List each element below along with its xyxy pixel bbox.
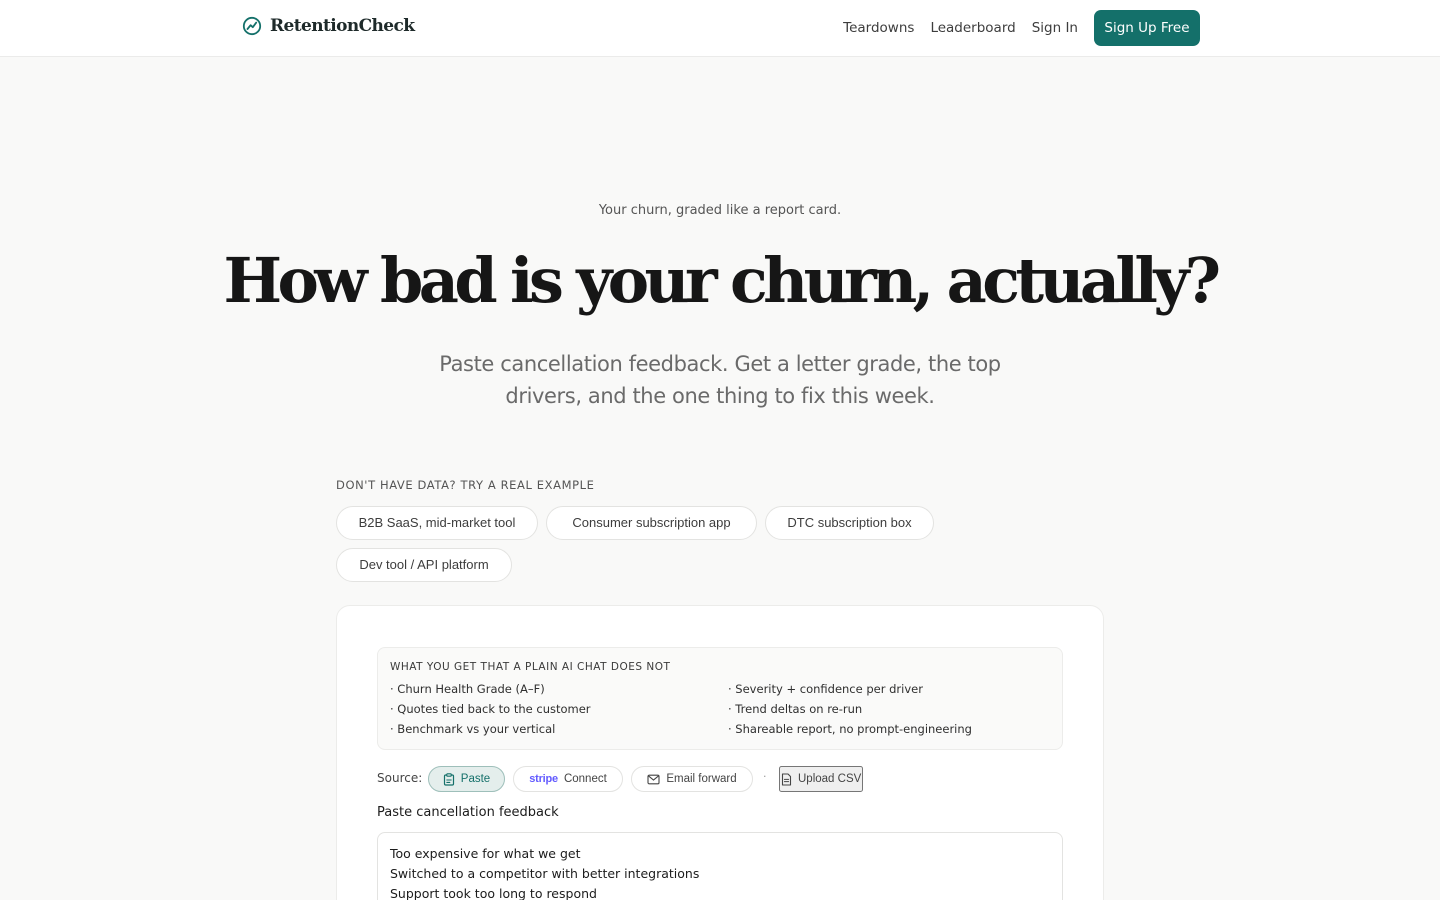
- source-email-label: Email forward: [666, 773, 737, 785]
- hero-title: How bad is your churn, actually?: [223, 244, 1217, 317]
- hero-eyebrow: Your churn, graded like a report card.: [598, 203, 842, 218]
- nav-link-teardowns[interactable]: Teardowns: [843, 20, 915, 36]
- clipboard-icon: [443, 773, 455, 786]
- benefit-item: · Severity + confidence per driver: [728, 682, 923, 696]
- hero-subtitle: Paste cancellation feedback. Get a letter grade, the top drivers, and the one thing to fix this week.: [439, 352, 1001, 408]
- trend-circle-icon: [242, 16, 262, 36]
- brand-name: RetentionCheck: [270, 16, 415, 36]
- feedback-line: Switched to a competitor with better integrations: [390, 866, 700, 881]
- source-upload-label: Upload CSV: [798, 773, 862, 785]
- feedback-line: Too expensive for what we get: [390, 846, 581, 861]
- nav-link-sign-in[interactable]: Sign In: [1031, 20, 1078, 36]
- benefits-title: WHAT YOU GET THAT A PLAIN AI CHAT DOES NOT: [390, 661, 671, 673]
- file-icon: [781, 773, 792, 786]
- benefit-item: · Benchmark vs your vertical: [390, 722, 556, 736]
- mail-icon: [647, 774, 660, 785]
- top-nav: [0, 0, 1440, 57]
- source-connect-label: Connect: [563, 773, 607, 785]
- benefit-item: · Quotes tied back to the customer: [390, 702, 591, 716]
- feedback-label: Paste cancellation feedback: [377, 805, 559, 820]
- benefits-box: [377, 647, 1063, 750]
- source-paste-button[interactable]: [428, 766, 505, 792]
- example-chip-b2b-saas[interactable]: B2B SaaS, mid-market tool: [336, 506, 538, 540]
- sign-up-button[interactable]: Sign Up Free: [1094, 10, 1200, 46]
- source-paste-label: Paste: [460, 773, 491, 785]
- example-chip-consumer-app[interactable]: Consumer subscription app: [546, 506, 757, 540]
- benefit-item: · Churn Health Grade (A–F): [390, 682, 545, 696]
- source-stripe-connect-button[interactable]: [513, 766, 623, 792]
- source-separator: ·: [763, 770, 767, 783]
- nav-link-leaderboard[interactable]: Leaderboard: [930, 20, 1016, 36]
- benefit-item: · Shareable report, no prompt-engineering: [728, 722, 972, 736]
- feedback-textarea[interactable]: [377, 832, 1063, 900]
- stripe-logo: stripe: [529, 773, 558, 785]
- nav-links: [843, 10, 1200, 46]
- feedback-line: Support took too long to respond: [390, 886, 597, 900]
- example-chip-dtc-box[interactable]: DTC subscription box: [765, 506, 934, 540]
- example-chip-dev-tool[interactable]: Dev tool / API platform: [336, 548, 512, 582]
- source-label: Source:: [377, 771, 423, 785]
- source-email-forward-button[interactable]: [631, 766, 753, 792]
- source-upload-csv-button[interactable]: [779, 766, 863, 792]
- benefit-item: · Trend deltas on re-run: [728, 702, 863, 716]
- brand-logo[interactable]: [242, 16, 414, 36]
- examples-label: DON'T HAVE DATA? TRY A REAL EXAMPLE: [336, 478, 595, 492]
